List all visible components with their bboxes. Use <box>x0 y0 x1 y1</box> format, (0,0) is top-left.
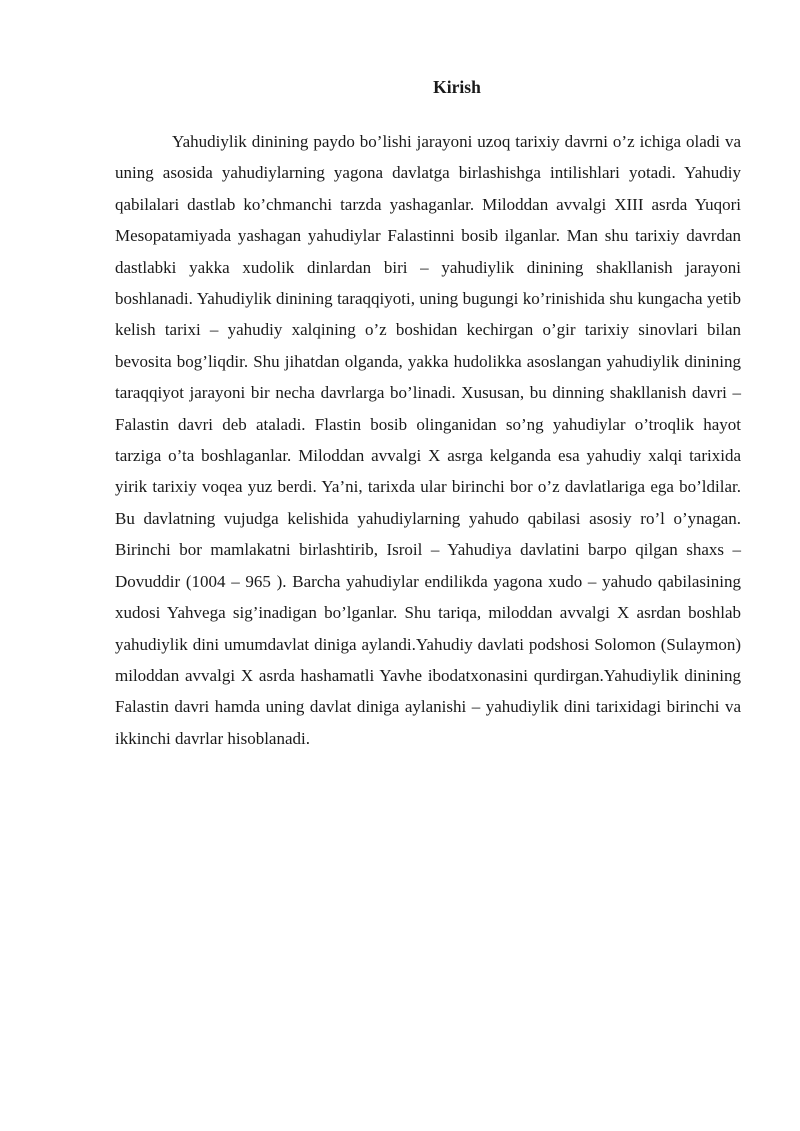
section-heading: Kirish <box>433 77 481 97</box>
body-paragraph: Yahudiylik dinining paydo bo’lishi jarayoni uzoq tarixiy davrni o’z ichiga oladi va uning asosida yahudiylarning yagona davlatga birlashishga intilishlari yotadi. Yahudiy qabilalari dastlab ko’chmanchi tarzda yashaganlar. Miloddan avvalgi XIII asrda Yuqori Mesopatamiyada yashagan yahudiylar Falastinni bosib ilganlar. Man shu tarixiy davrdan dastlabki yakka xudolik dinlardan biri – yahudiylik dinining shakllanish jarayoni boshlanadi. Yahudiylik dinining taraqqiyoti, uning bugungi ko’rinishida shu kungacha yetib kelish tarixi – yahudiy xalqining o’z boshidan kechirgan o’gir tarixiy sinovlari bilan bevosita bog’liqdir. Shu jihatdan olganda, yakka hudolikka asoslangan yahudiylik dinining taraqqiyot jarayoni bir necha davrlarga bo’linadi. Xususan, bu dinning shakllanish davri – Falastin davri deb ataladi. Flastin bosib olinganidan so’ng yahudiylar o’troqlik hayot tarziga o’ta boshlaganlar. Miloddan avvalgi X asrga kelganda esa yahudiy xalqi tarixida yirik tarixiy voqea yuz berdi. Ya’ni, tarixda ular birinchi bor o’z davlatlariga ega bo’ldilar. Bu davlatning vujudga kelishida yahudiylarning yahudo qabilasi asosiy ro’l o’ynagan. Birinchi bor mamlakatni birlashtirib, Isroil – Yahudiya davlatini barpo qilgan shaxs – Dovuddir (1004 – 965 ). Barcha yahudiylar endilikda yagona xudo – yahudo qabilasining xudosi Yahvega sig’inadigan bo’lganlar. Shu tariqa, miloddan avvalgi X asrdan boshlab yahudiylik dini umumdavlat diniga aylandi.Yahudiy davlati podshosi Solomon (Sulaymon) miloddan avvalgi X asrda hashamatli Yavhe ibodatxonasini qurdirgan.Yahudiylik dinining Falastin davri hamda uning davlat diniga aylanishi – yahudiylik dini tarixidagi birinchi va ikkinchi davrlar hisoblanadi. <box>115 132 741 748</box>
